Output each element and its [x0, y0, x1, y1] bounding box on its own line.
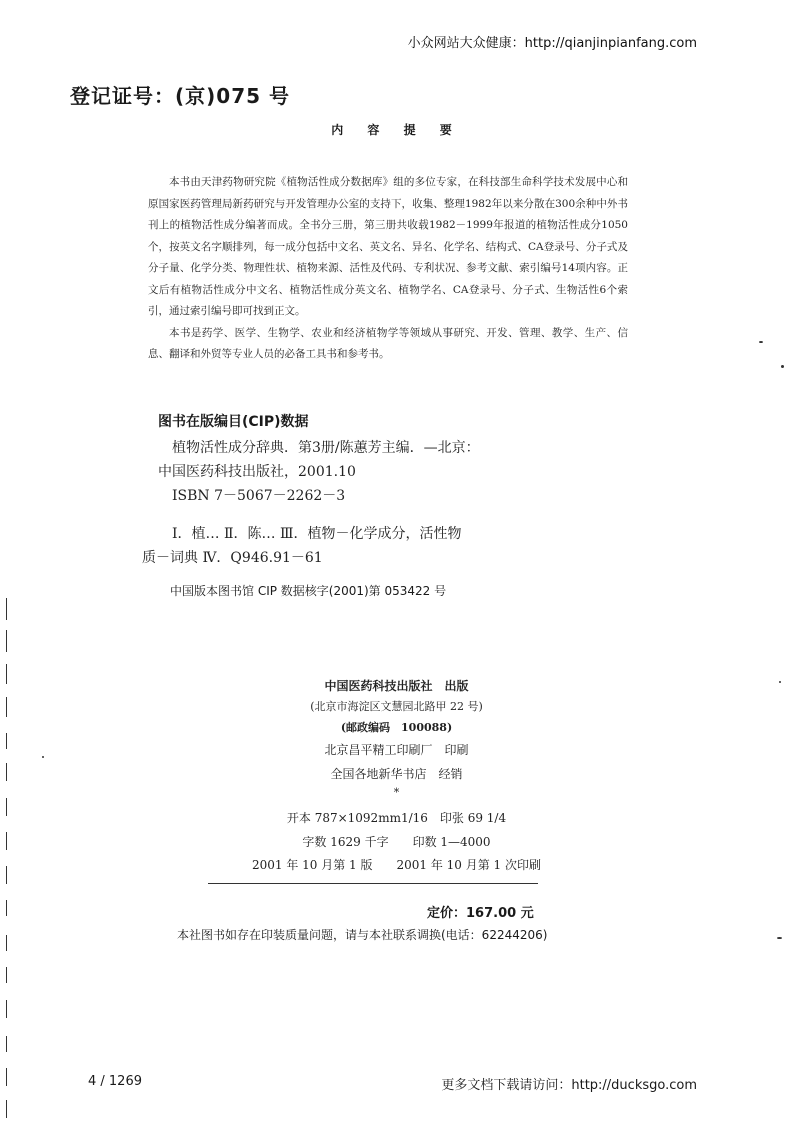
scan-mark: [6, 935, 7, 951]
registration-number: 登记证号：(京)075 号: [70, 84, 290, 108]
imprint-publisher: 中国医药科技出版社 出版: [324, 679, 469, 693]
scan-mark: [6, 733, 7, 749]
cip-line-classification: 质－词典 Ⅳ．Q946.91－61: [142, 550, 323, 566]
header-watermark-link: 小众网站大众健康：http://qianjinpianfang.com: [407, 36, 697, 51]
scan-mark: [6, 900, 7, 916]
scan-mark: [6, 1068, 7, 1086]
imprint-separator-star: *: [393, 786, 400, 799]
page-indicator: 4 / 1269: [88, 1074, 142, 1089]
scan-mark: [6, 598, 7, 620]
scan-mark: [6, 1100, 7, 1118]
imprint-format: 开本 787×1092mm1/16 印张 69 1/4: [286, 811, 507, 825]
summary-paragraph-1: 本书由天津药物研究院《植物活性成分数据库》组的多位专家，在科技部生命科学技术发展中心和原国家医药管理局新药研究与开发管理办公室的支持下，收集、整理1982年以来分散在300余种中外书刊上的植物活性成分编著而成。全书分三册，第三册共收载1982－1999年报道的植物活性成分1050个，按英文名字顺排列，每一成分包括中文名、英文名、异名、化学名、结构式、CA登录号、分子式及分子量、化学分类、物理性状、植物来源、活性及代码、专利状况、参考文献、索引编号14项内容。正文后有植物活性成分中文名、植物活性成分英文名、植物学名、CA登录号、分子式、生物活性6个索引，通过索引编号即可找到正文。: [148, 176, 628, 317]
scan-mark: [6, 1000, 7, 1018]
summary-text: [148, 172, 628, 366]
scan-mark: [6, 664, 7, 684]
scan-mark: [6, 832, 7, 850]
scan-speck: [779, 681, 781, 683]
scan-mark: [6, 798, 7, 816]
scan-speck: [42, 756, 44, 758]
imprint-divider: [208, 883, 538, 884]
cip-line-publisher: 中国医药科技出版社，2001.10: [158, 464, 356, 480]
imprint-address: (北京市海淀区文慧园北路甲 22 号): [310, 700, 483, 713]
cip-line-subjects: Ⅰ．植… Ⅱ．陈… Ⅲ．植物－化学成分，活性物: [172, 526, 462, 542]
scan-mark: [6, 697, 7, 717]
scan-speck: [777, 937, 782, 939]
imprint-distributor: 全国各地新华书店 经销: [330, 767, 463, 781]
cip-line-title: 植物活性成分辞典．第3册/陈蕙芳主编．—北京：: [172, 440, 480, 456]
scan-mark: [6, 763, 7, 781]
scan-mark: [6, 967, 7, 983]
scan-speck: [759, 341, 763, 343]
scan-speck: [781, 365, 784, 368]
quality-notice: 本社图书如存在印装质量问题，请与本社联系调换(电话：62244206): [177, 928, 548, 942]
scan-mark: [6, 1036, 7, 1052]
summary-title: 内 容 提 要: [331, 123, 462, 137]
imprint-printer: 北京昌平精工印刷厂 印刷: [324, 743, 469, 757]
scan-mark: [6, 630, 7, 652]
summary-paragraph-2: 本书是药学、医学、生物学、农业和经济植物学等领域从事研究、开发、管理、教学、生产、信息、翻译和外贸等专业人员的必备工具书和参考书。: [148, 326, 628, 360]
cip-line-isbn: ISBN 7－5067－2262－3: [172, 488, 346, 504]
imprint-edition: 2001 年 10 月第 1 版 2001 年 10 月第 1 次印刷: [251, 858, 542, 872]
cip-title: 图书在版编目(CIP)数据: [158, 414, 309, 430]
price: 定价：167.00 元: [427, 906, 534, 921]
scan-mark: [6, 866, 7, 884]
cip-approval-number: 中国版本图书馆 CIP 数据核字(2001)第 053422 号: [170, 584, 447, 598]
imprint-postcode: (邮政编码 100088): [340, 721, 453, 734]
footer-watermark-link: 更多文档下载请访问：http://ducksgo.com: [441, 1078, 697, 1093]
imprint-word-count: 字数 1629 千字 印数 1—4000: [302, 835, 491, 849]
